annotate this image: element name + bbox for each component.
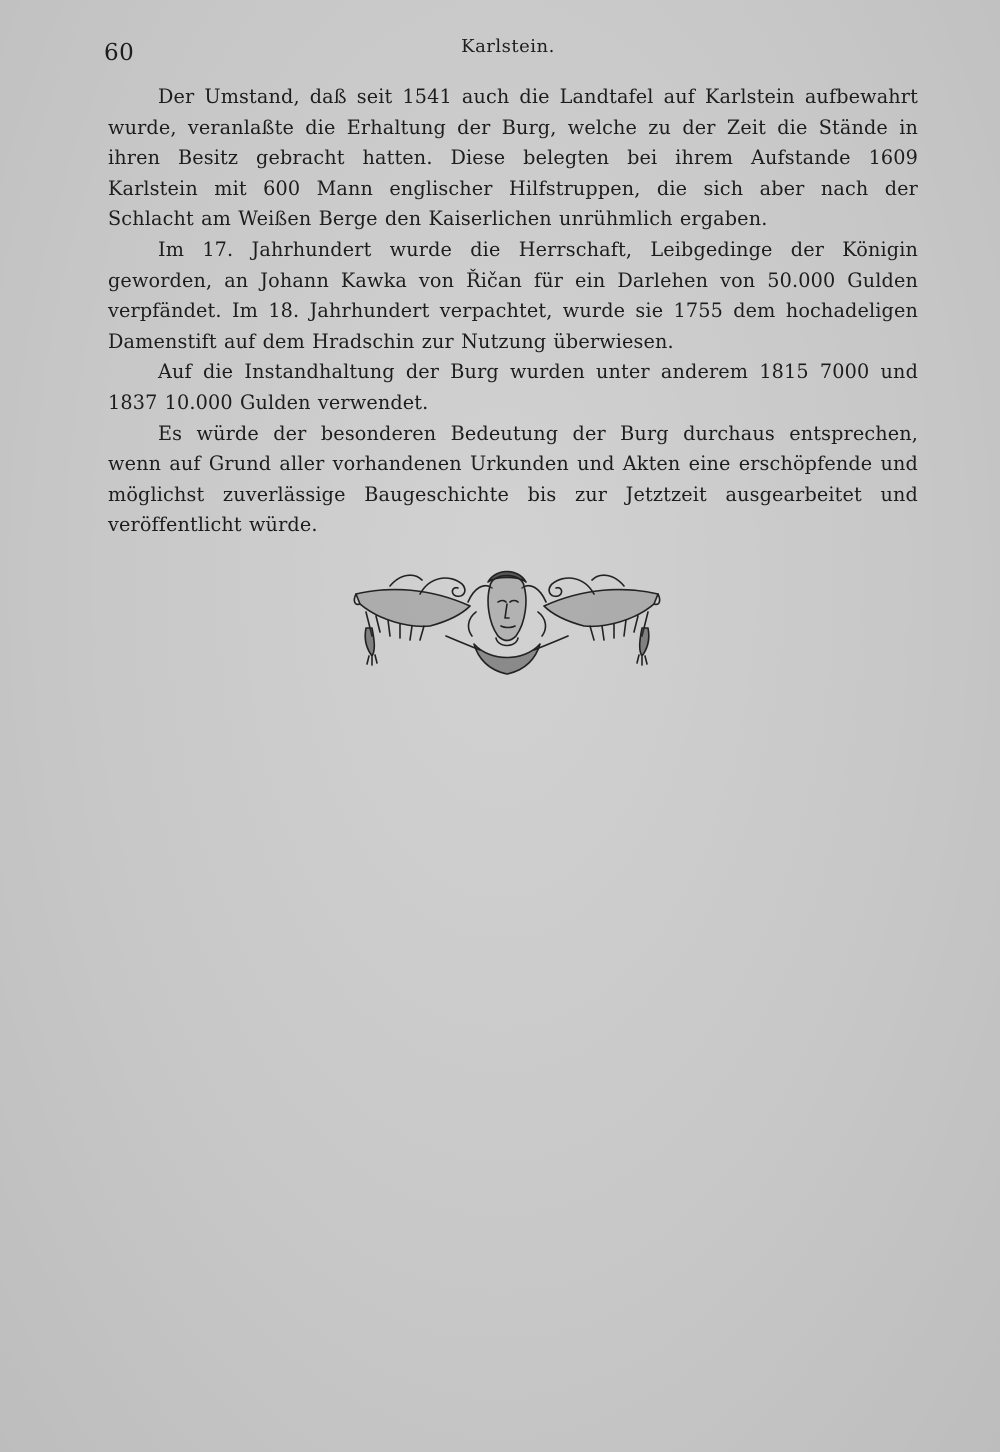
- tailpiece-ornament-icon: [350, 566, 664, 678]
- text-body: [108, 82, 918, 541]
- page-number: 60: [104, 40, 135, 66]
- paragraph-1: Der Umstand, daß seit 1541 auch die Landtafel auf Karlstein aufbewahrt wurde, veranlaßte die Erhaltung der Burg, welche zu der Zeit die Stände in ihren Besitz gebracht hatten. Diese belegten bei ihrem Aufstande 1609 Karlstein mit 600 Mann englischer Hilfstruppen, die sich aber nach der Schlacht am Weißen Berge den Kaiserlichen unrühmlich ergaben.: [108, 85, 918, 231]
- paragraph-3: Auf die Instandhaltung der Burg wurden unter anderem 1815 7000 und 1837 10.000 Gulden verwendet.: [108, 360, 918, 414]
- paragraph-4: Es würde der besonderen Bedeutung der Burg durchaus entsprechen, wenn auf Grund aller vorhandenen Urkunden und Akten eine erschöpfende und möglichst zuverlässige Baugeschichte bis zur Jetztzeit ausgearbeitet und veröffentlicht würde.: [108, 421, 918, 537]
- running-head-title: Karlstein.: [461, 36, 555, 57]
- paragraph-2: Im 17. Jahrhundert wurde die Herrschaft, Leibgedinge der Königin geworden, an Johann Kawka von Řičan für ein Darlehen von 50.000 Gulden verpfändet. Im 18. Jahrhundert verpachtet, wurde sie 1755 dem hochadeligen Damenstift auf dem Hradschin zur Nutzung überwiesen.: [108, 237, 918, 353]
